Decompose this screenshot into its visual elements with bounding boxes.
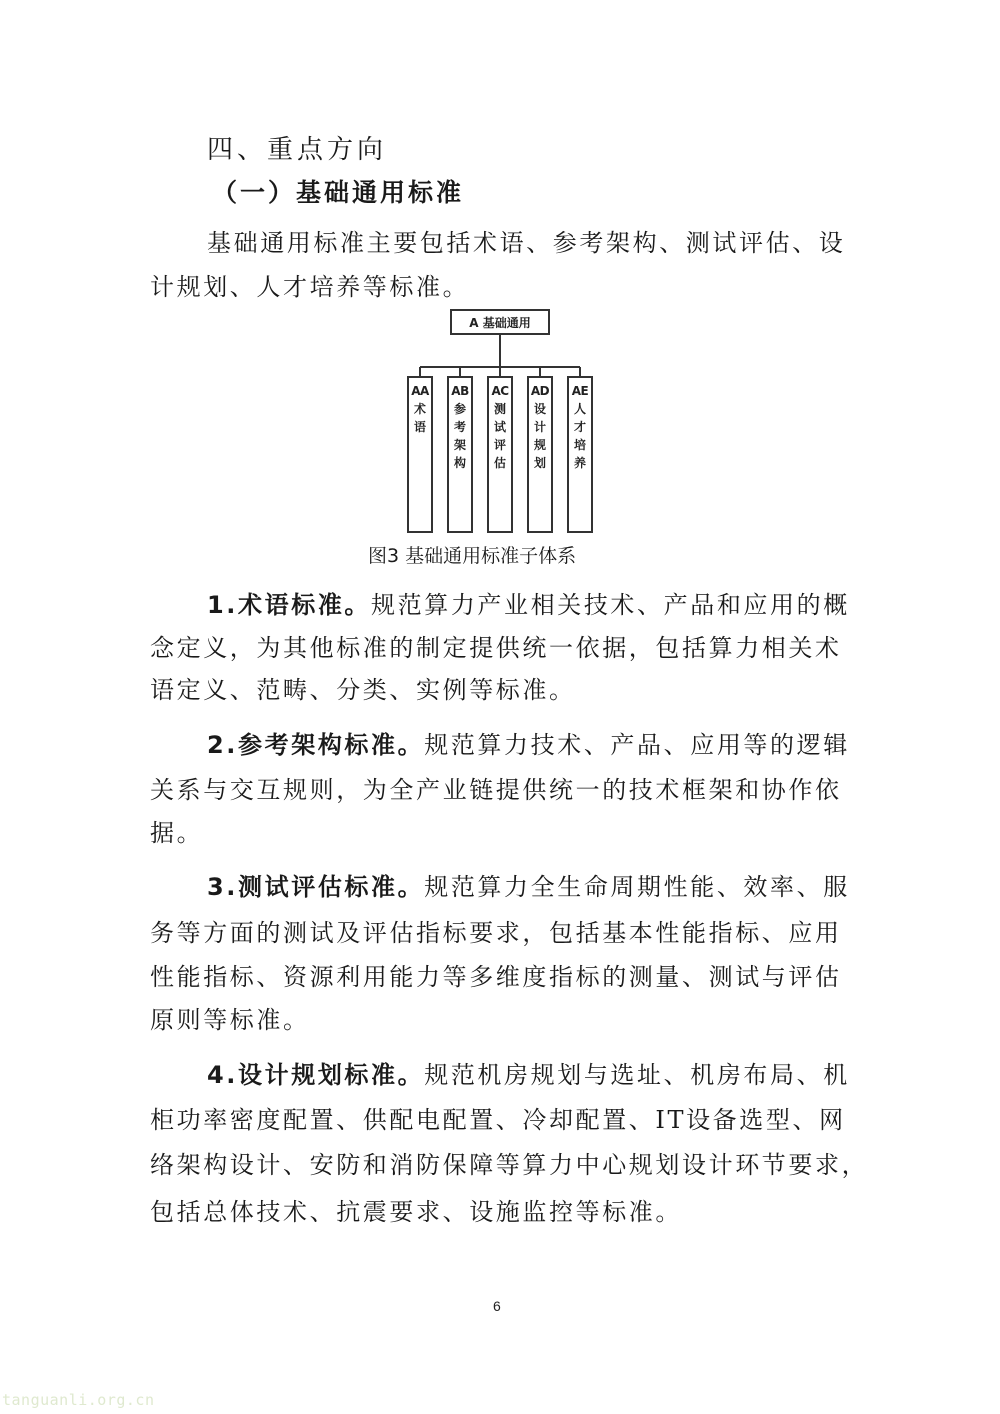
node-char: 估 bbox=[493, 456, 506, 470]
node-char: 人 bbox=[573, 402, 586, 416]
child-node-ab bbox=[447, 376, 473, 533]
node-code: AA bbox=[411, 384, 429, 398]
node-char: 规 bbox=[533, 438, 546, 452]
root-node: A 基础通用 bbox=[450, 309, 550, 335]
intro-line-2: 计规划、人才培养等标准。 bbox=[150, 273, 470, 301]
item-title: 3.测试评估标准。 bbox=[207, 873, 425, 901]
item-2-line-1 bbox=[207, 730, 850, 760]
item-title: 4.设计规划标准。 bbox=[207, 1061, 425, 1089]
item-4-line-1 bbox=[207, 1060, 850, 1090]
node-char: 测 bbox=[493, 402, 506, 416]
node-char: 术 bbox=[413, 402, 426, 416]
item-1-line-3: 语定义、范畴、分类、实例等标准。 bbox=[150, 676, 576, 704]
item-3-line-4: 原则等标准。 bbox=[150, 1006, 310, 1034]
item-3-line-1 bbox=[207, 872, 850, 902]
node-char: 语 bbox=[413, 420, 426, 434]
item-title: 1.术语标准。 bbox=[207, 591, 372, 619]
node-char: 试 bbox=[493, 420, 506, 434]
item-text: 规范算力技术、产品、应用等的逻辑 bbox=[424, 731, 850, 759]
intro-line-1: 基础通用标准主要包括术语、参考架构、测试评估、设 bbox=[207, 229, 846, 257]
node-char: 设 bbox=[533, 402, 546, 416]
node-char: 评 bbox=[493, 438, 506, 452]
subsection-heading: （一）基础通用标准 bbox=[212, 178, 465, 207]
item-4-line-2: 柜功率密度配置、供配电配置、冷却配置、IT设备选型、网 bbox=[150, 1106, 846, 1134]
item-1-line-2: 念定义，为其他标准的制定提供统一依据，包括算力相关术 bbox=[150, 634, 842, 662]
node-char: 参 bbox=[453, 402, 466, 416]
item-text: 规范机房规划与选址、机房布局、机 bbox=[424, 1061, 850, 1089]
item-text: 规范算力产业相关技术、产品和应用的概 bbox=[371, 591, 850, 619]
child-node-ac bbox=[487, 376, 513, 533]
node-code: AC bbox=[491, 384, 509, 398]
item-3-line-3: 性能指标、资源利用能力等多维度指标的测量、测试与评估 bbox=[150, 963, 842, 991]
item-text: 规范算力全生命周期性能、效率、服 bbox=[424, 873, 850, 901]
node-char: 构 bbox=[453, 456, 466, 470]
node-code: AE bbox=[571, 384, 589, 398]
page-number: 6 bbox=[493, 1298, 501, 1314]
node-char: 划 bbox=[533, 456, 546, 470]
node-code: AB bbox=[451, 384, 469, 398]
item-3-line-2: 务等方面的测试及评估指标要求，包括基本性能指标、应用 bbox=[150, 919, 842, 947]
node-char: 架 bbox=[453, 438, 466, 452]
node-char: 考 bbox=[453, 420, 466, 434]
item-4-line-4: 包括总体技术、抗震要求、设施监控等标准。 bbox=[150, 1198, 682, 1226]
node-char: 养 bbox=[573, 456, 586, 470]
watermark: tanguanli.org.cn bbox=[2, 1391, 155, 1409]
node-char: 才 bbox=[573, 420, 586, 434]
node-code: AD bbox=[530, 384, 550, 398]
item-2-line-2: 关系与交互规则，为全产业链提供统一的技术框架和协作依 bbox=[150, 776, 842, 804]
child-node-aa bbox=[407, 376, 433, 533]
child-node-ad bbox=[527, 376, 553, 533]
node-char: 培 bbox=[573, 438, 586, 452]
section-heading: 四、重点方向 bbox=[207, 135, 388, 165]
item-2-line-3: 据。 bbox=[150, 819, 204, 847]
item-4-line-3: 络架构设计、安防和消防保障等算力中心规划设计环节要求， bbox=[150, 1151, 869, 1179]
node-char: 计 bbox=[533, 420, 546, 434]
item-title: 2.参考架构标准。 bbox=[207, 731, 425, 759]
item-1-line-1 bbox=[207, 590, 850, 620]
child-node-ae bbox=[567, 376, 593, 533]
figure-caption: 图3 基础通用标准子体系 bbox=[368, 545, 577, 567]
